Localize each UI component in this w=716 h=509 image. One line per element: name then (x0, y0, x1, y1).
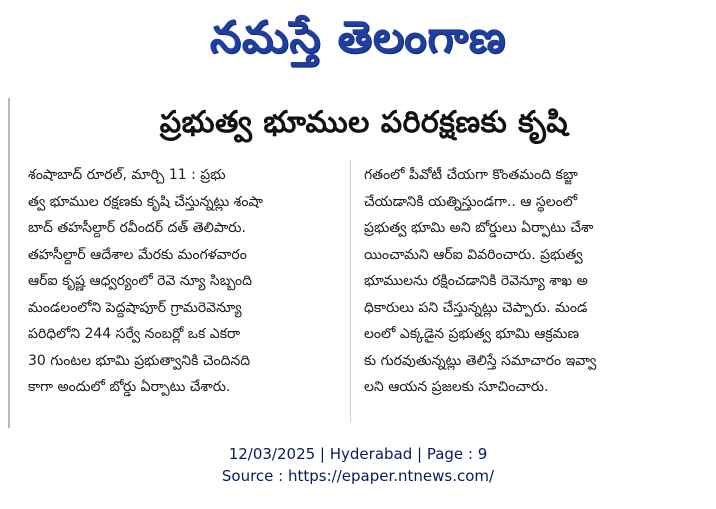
left-column (28, 162, 328, 401)
body-line: యించామని ఆర్ఐ వివరించారు. ప్రభుత్వ (364, 246, 583, 263)
body-line: బాద్ తహసీల్దార్ రవీందర్ దత్ తెలిపారు. (28, 220, 246, 236)
body-line: లంలో ఎక్కడైన ప్రభుత్వ భూమి ఆక్రమణ (364, 326, 580, 342)
masthead (0, 6, 716, 70)
source-url: Source : https://epaper.ntnews.com/ (221, 467, 495, 485)
body-line: త్వ భూముల రక్షణకు కృషి చేస్తున్నట్లు శంషా (28, 193, 263, 210)
date-edition-page: 12/03/2025 | Hyderabad | Page : 9 (228, 445, 488, 463)
body-line: ధికారులు పని చేస్తున్నట్లు చెప్పారు. మండ (364, 299, 588, 316)
right-column (364, 162, 664, 401)
body-line: 30 గుంటల భూమి ప్రభుత్వానికి చెందినది (28, 352, 251, 369)
article-clipping (8, 98, 708, 428)
article-headline (24, 100, 704, 152)
body-line: ప్రభుత్వ భూమి అని బోర్డులు ఏర్పాటు చేశా (364, 220, 594, 236)
newspaper-logo: నమస్తే తెలంగాణ (209, 12, 507, 63)
source-footer (0, 443, 716, 487)
body-line: తహసీల్దార్ ఆదేశాల మేరకు మంగళవారం (28, 246, 247, 263)
body-line: ఆర్ఐ కృష్ణ ఆధ్వర్యంలో రెవె న్యూ సిబ్బంది (28, 273, 253, 289)
body-line: చేయడానికి యత్నిస్తుండగా.. ఆ స్థలంలో (364, 193, 578, 210)
body-line: కాగా అందులో బోర్డు ఏర్పాటు చేశారు. (28, 379, 231, 395)
headline-text: ప్రభుత్వ భూముల పరిరక్షణకు కృషి (159, 105, 569, 140)
clipping-border (8, 98, 10, 428)
body-line: కు గురవుతున్నట్లు తెలిస్తే సమాచారం ఇవ్వా (364, 352, 597, 369)
body-line: భూములను రక్షించడానికి రెవెన్యూ శాఖ అ (364, 273, 588, 289)
body-line: మండలంలోని పెద్దషాపూర్ గ్రామరెవెన్యూ (28, 299, 242, 316)
body-line: శంషాబాద్ రూరల్, మార్చి 11 : ప్రభు (28, 167, 226, 183)
body-line: లని ఆయన ప్రజలకు సూచించారు. (364, 379, 549, 395)
column-divider (350, 160, 351, 422)
body-line: గతంలో పీవోటీ చేయగా కొంతమంది కబ్జా (364, 167, 578, 183)
body-line: పరిధిలోని 244 సర్వే నంబర్లో ఒక ఎకరా (28, 326, 241, 342)
